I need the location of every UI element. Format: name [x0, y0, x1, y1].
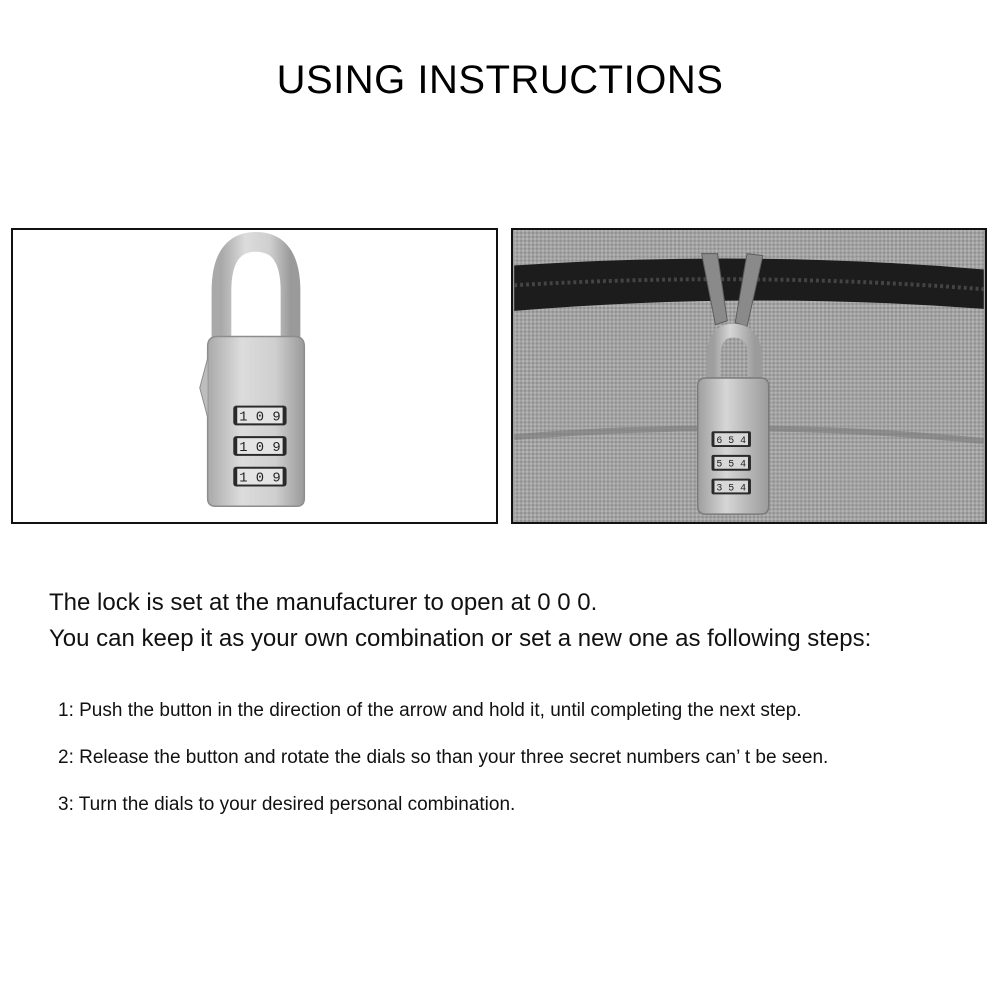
dial-row-2: 1 0 9 — [239, 440, 281, 456]
bag-illustration — [513, 230, 985, 522]
bag-dial-row-3: 3 5 4 — [716, 482, 747, 494]
step-3: 3: Turn the dials to your desired personal combination. — [58, 794, 516, 815]
intro-line-2: You can keep it as your own combination or set a new one as following steps: — [49, 625, 872, 652]
dial-row-1: 1 0 9 — [239, 410, 281, 426]
lock-product-photo — [11, 228, 498, 524]
dial-row-3: 1 0 9 — [239, 471, 281, 487]
bag-dial-row-2: 5 5 4 — [716, 458, 747, 470]
intro-line-1: The lock is set at the manufacturer to open at 0 0 0. — [49, 589, 598, 616]
step-2: 2: Release the button and rotate the dials so than your three secret numbers can’ t be seen. — [58, 747, 829, 768]
step-1: 1: Push the button in the direction of the arrow and hold it, until completing the next step. — [58, 700, 802, 721]
page-title: USING INSTRUCTIONS — [276, 58, 724, 102]
intro-text — [49, 585, 871, 657]
lock-on-bag-photo — [511, 228, 987, 524]
bag-dial-row-1: 6 5 4 — [716, 435, 747, 447]
lock-illustration — [13, 230, 496, 522]
